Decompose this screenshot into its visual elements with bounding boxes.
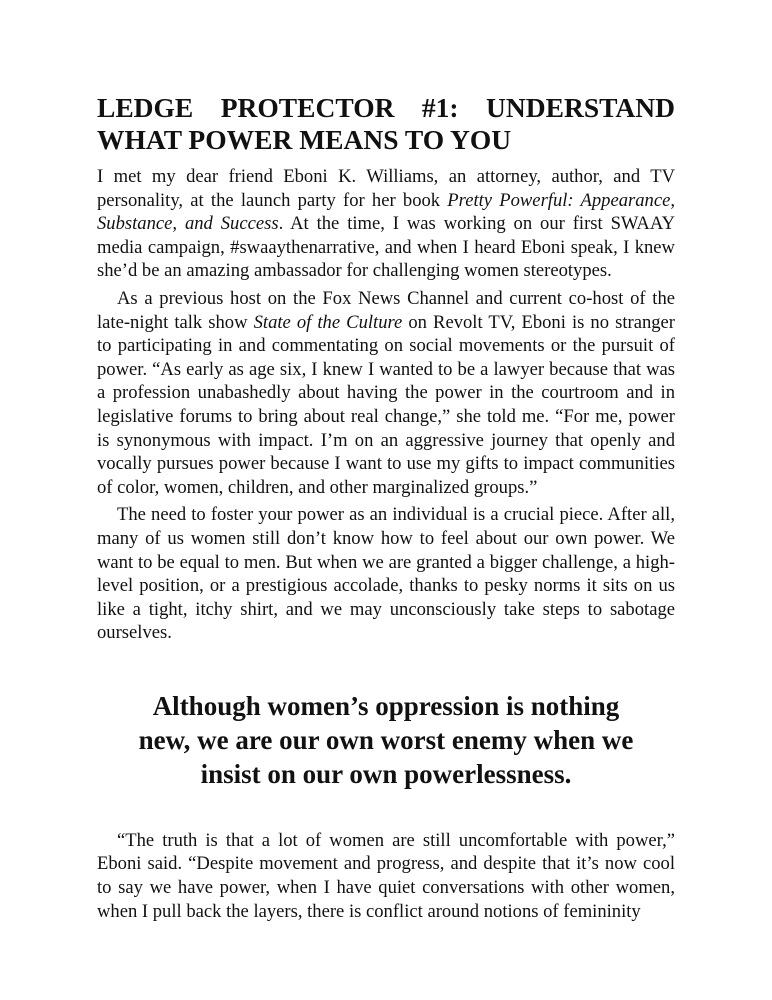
page-content (97, 92, 675, 923)
paragraph-2 (97, 287, 675, 499)
book-title: Pretty Powerful: Appearance, Substance, and Success (97, 189, 675, 235)
section-heading (97, 92, 675, 156)
paragraph-1-text-b: . At the time, I was working on our first SWAAY media campaign, #swaaythenarrative, and when I heard Eboni speak, I knew she’d be an amazing ambassador for challenging women stereotypes. (97, 213, 675, 282)
pull-quote (97, 689, 675, 791)
paragraph-3: The need to foster your power as an individual is a crucial piece. After all, many of us women still don’t know how to feel about our own power. We want to be equal to men. But when we are granted a bigger challenge, a high-level position, or a prestigious accolade, thanks to pesky norms it sits on us like a tight, itchy shirt, and we may unconsciously take steps to sabotage ourselves. (97, 504, 675, 644)
pull-quote-line-2: new, we are our own worst enemy when we (138, 724, 634, 755)
paragraph-1 (97, 165, 675, 283)
pull-quote-line-1: Although women’s oppression is nothing (152, 690, 620, 721)
paragraph-2-text-a: As a previous host on the Fox News Channel and current co-host of the late-night talk show (97, 287, 675, 333)
pull-quote-line-3: insist on our own powerlessness. (200, 758, 572, 789)
paragraph-1-text-a: I met my dear friend Eboni K. Williams, an attorney, author, and TV personality, at the launch party for her book (97, 166, 675, 211)
paragraph-4: “The truth is that a lot of women are still uncomfortable with power,” Eboni said. “Despite movement and progress, and despite that it’s now cool to say we have power, when I have quiet conversations with other women, when I pull back the layers, there is conflict around notions of femininity (97, 829, 675, 922)
heading-line-1: LEDGE PROTECTOR #1: UNDERSTAND (97, 92, 675, 123)
heading-line-2: WHAT POWER MEANS TO YOU (97, 124, 512, 155)
show-title: State of the Culture (253, 311, 403, 333)
paragraph-2-text-b: on Revolt TV, Eboni is no stranger to participating in and commentating on social movements or the pursuit of power. “As early as age six, I knew I wanted to be a lawyer because that was a profession unabashedly about having the power in the courtroom and in legislative forums to bring about real change,” she told me. “For me, power is synonymous with impact. I’m on an aggressive journey that openly and vocally pursues power because I want to use my gifts to impact communities of color, women, children, and other marginalized groups.” (97, 311, 675, 498)
